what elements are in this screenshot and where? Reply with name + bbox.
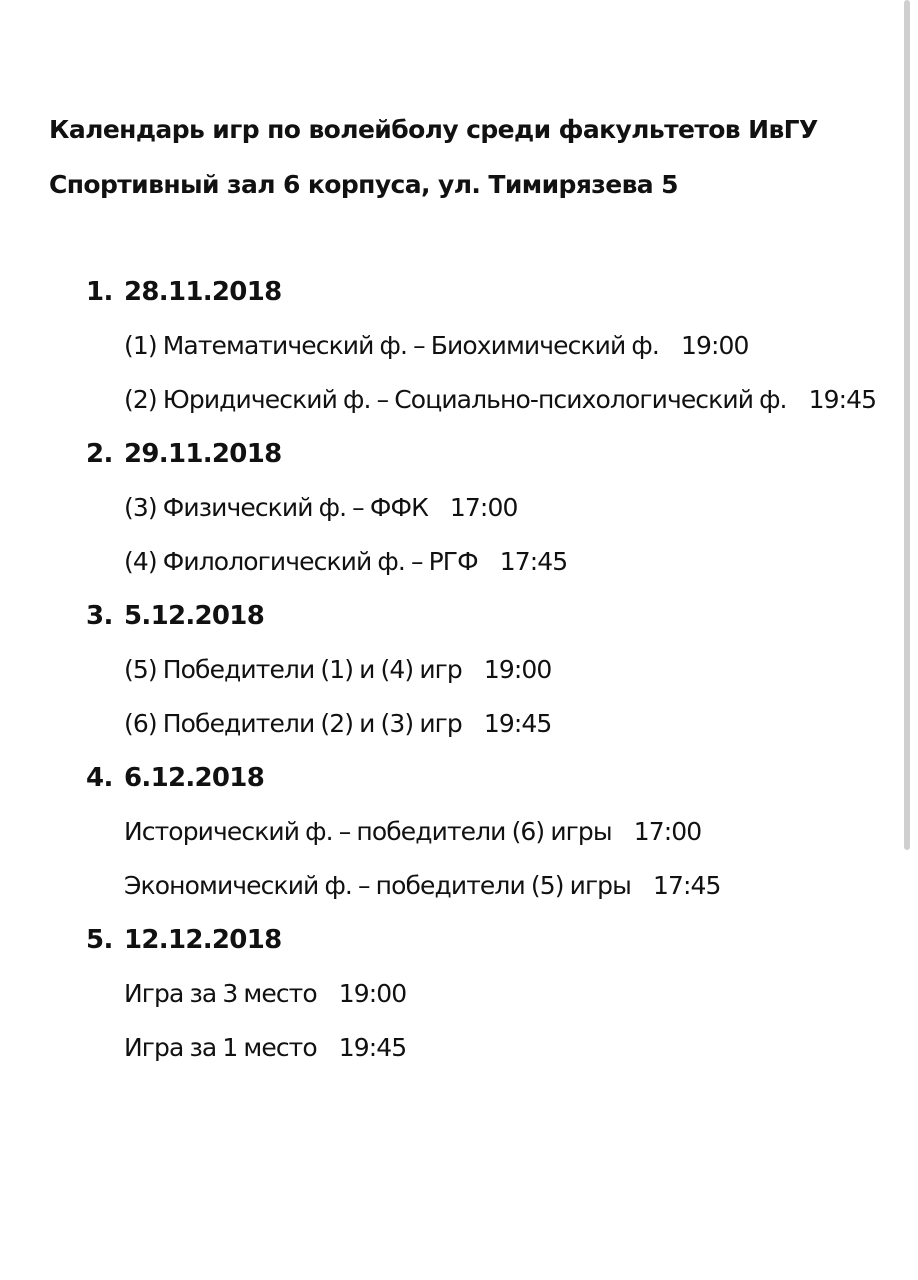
- schedule-day: [0, 275, 918, 437]
- game-entry: [124, 869, 721, 903]
- game-teams: (3) Физический ф. – ФФК: [124, 493, 428, 522]
- game-time: 19:45: [483, 709, 552, 738]
- game-time: 19:45: [338, 1033, 407, 1062]
- game-entry: [124, 545, 567, 579]
- scrollbar[interactable]: [904, 0, 910, 850]
- game-time: 17:45: [499, 547, 568, 576]
- document-location: Спортивный зал 6 корпуса, ул. Тимирязева 5: [49, 170, 678, 199]
- day-date: 28.11.2018: [124, 277, 282, 307]
- game-teams: (4) Филологический ф. – РГФ: [124, 547, 478, 576]
- game-time: 19:45: [808, 385, 877, 414]
- day-number: 4.: [86, 763, 113, 793]
- game-time: 19:00: [483, 655, 552, 684]
- schedule-day: [0, 599, 918, 761]
- schedule-day: [0, 437, 918, 599]
- day-date: 12.12.2018: [124, 925, 282, 955]
- game-time: 17:00: [633, 817, 702, 846]
- game-time: 19:00: [338, 979, 407, 1008]
- game-teams: Экономический ф. – победители (5) игры: [124, 871, 631, 900]
- game-entry: [124, 653, 551, 687]
- day-date: 6.12.2018: [124, 763, 265, 793]
- day-number: 1.: [86, 277, 113, 307]
- game-teams: Игра за 3 место: [124, 979, 317, 1008]
- game-time: 17:45: [653, 871, 721, 900]
- game-teams: Игра за 1 место: [124, 1033, 317, 1062]
- game-entry: [124, 977, 406, 1011]
- game-teams: Исторический ф. – победители (6) игры: [124, 817, 612, 846]
- game-entry: [124, 1031, 406, 1065]
- game-teams: (2) Юридический ф. – Социально-психологический ф.: [124, 385, 787, 414]
- schedule-day: [0, 761, 918, 923]
- schedule-list: [0, 275, 918, 1085]
- game-teams: (5) Победители (1) и (4) игр: [124, 655, 462, 684]
- game-entry: [124, 491, 517, 525]
- game-teams: (6) Победители (2) и (3) игр: [124, 709, 462, 738]
- game-teams: (1) Математический ф. – Биохимический ф.: [124, 331, 659, 360]
- game-entry: [124, 329, 749, 363]
- day-date: 29.11.2018: [124, 439, 282, 469]
- document-title: Календарь игр по волейболу среди факультетов ИвГУ: [49, 115, 818, 144]
- game-time: 19:00: [680, 331, 749, 360]
- day-number: 3.: [86, 601, 113, 631]
- day-date: 5.12.2018: [124, 601, 265, 631]
- game-entry: [124, 707, 551, 741]
- day-number: 5.: [86, 925, 113, 955]
- game-entry: [124, 383, 876, 417]
- schedule-day: [0, 923, 918, 1085]
- game-entry: [124, 815, 701, 849]
- game-time: 17:00: [449, 493, 518, 522]
- day-number: 2.: [86, 439, 113, 469]
